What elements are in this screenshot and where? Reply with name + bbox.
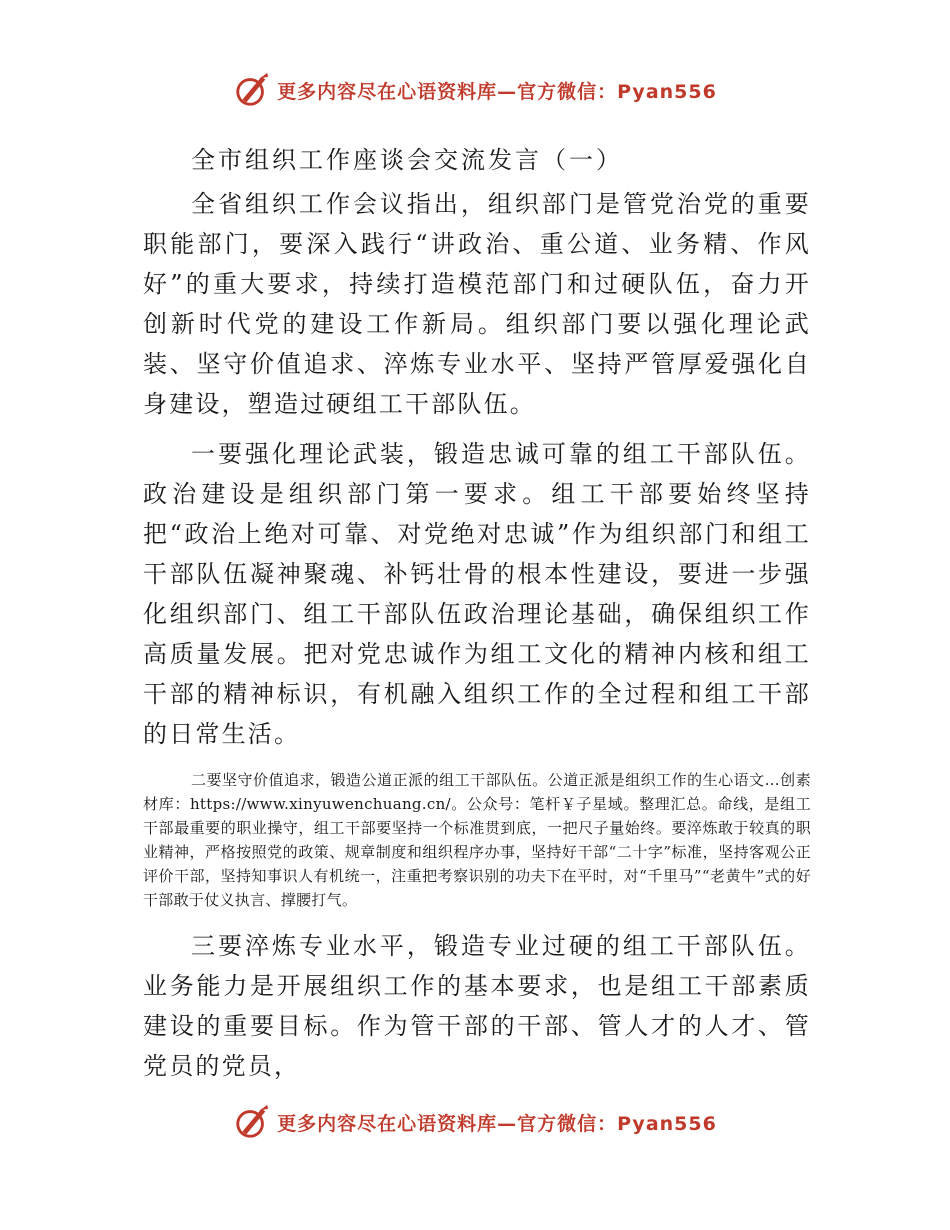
quill-logo-icon [233, 71, 271, 109]
banner-text-footer: 更多内容尽在心语资料库—官方微信：Pyan556 [277, 1112, 717, 1135]
document-title: 全市组织工作座谈会交流发言（一） [191, 146, 623, 174]
quill-logo-icon [233, 1103, 271, 1141]
document-body [143, 140, 811, 1086]
header-banner [0, 68, 950, 112]
paragraph-4: 三要淬炼专业水平，锻造专业过硬的组工干部队伍。业务能力是开展组织工作的基本要求，也是组工干部素质建设的重要目标。作为管干部的干部、管人才的人才、管党员的党员， [143, 932, 811, 1080]
footer-banner [0, 1100, 950, 1144]
paragraph-2: 一要强化理论武装，锻造忠诚可靠的组工干部队伍。政治建设是组织部门第一要求。组工干部要始终坚持把“政治上绝对可靠、对党绝对忠诚”作为组织部门和组工干部队伍凝神聚魂、补钙壮骨的根本性建设，要进一步强化组织部门、组工干部队伍政治理论基础，确保组织工作高质量发展。把对党忠诚作为组工文化的精神内核和组工干部的精神标识，有机融入组织工作的全过程和组工干部的日常生活。 [143, 440, 811, 748]
paragraph-1: 全省组织工作会议指出，组织部门是管党治党的重要职能部门，要深入践行“讲政治、重公道、业务精、作风好”的重大要求，持续打造模范部门和过硬队伍，奋力开创新时代党的建设工作新局。组织部门要以强化理论武装、坚守价值追求、淬炼专业水平、坚持严管厚爱强化自身建设，塑造过硬组工干部队伍。 [143, 190, 811, 418]
banner-text: 更多内容尽在心语资料库—官方微信：Pyan556 [277, 80, 717, 103]
paragraph-3: 二要坚守价值追求，锻造公道正派的组工干部队伍。公道正派是组织工作的生心语文…创素材库：https://www.xinyuwenchuang.cn/。公众号：笔杆￥子星域。整理汇总。命线，是组工干部最重要的职业操守，组工干部要坚持一个标准贯到底，一把尺子量始终。要淬炼敢于较真的职业精神，严格按照党的政策、规章制度和组织程序办事，坚持好干部“二十字”标准，坚持客观公正评价干部，坚持知事识人有机统一，注重把考察识别的功夫下在平时，对“千里马”“老黄牛”式的好干部敢于仗义执言、撑腰打气。 [143, 771, 811, 909]
